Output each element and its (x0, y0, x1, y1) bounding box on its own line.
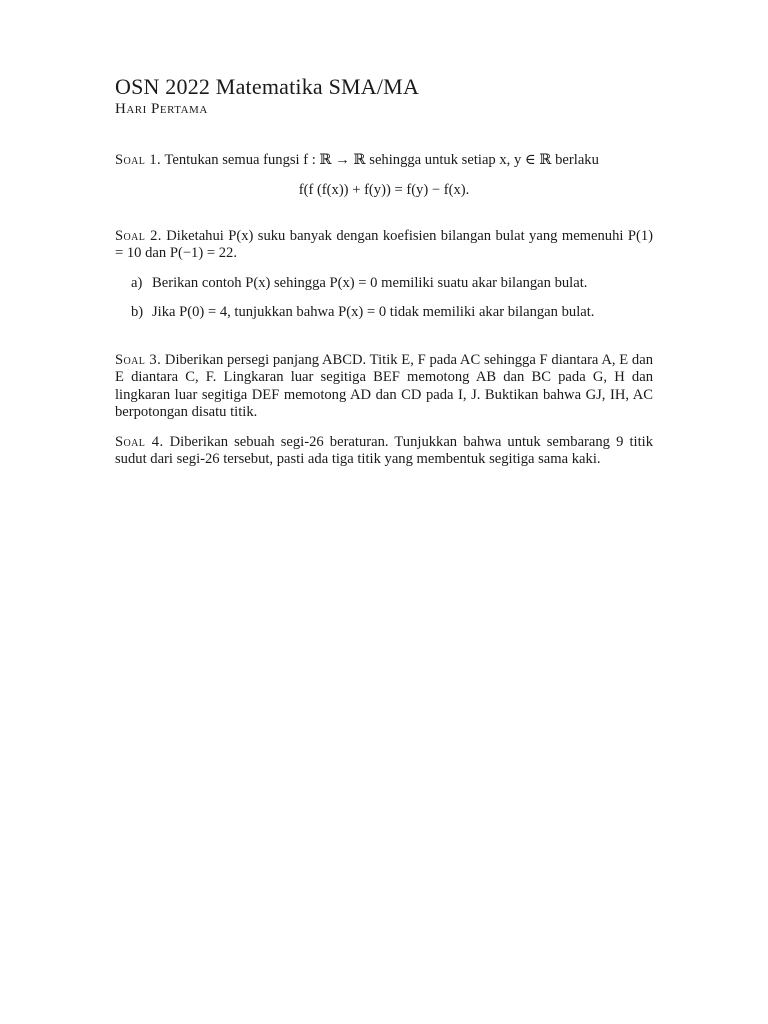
problem-2-subitems (115, 275, 653, 322)
list-item-marker: b) (131, 304, 144, 320)
list-item (115, 304, 653, 322)
problem-4-label: Soal 4. (115, 433, 164, 450)
problem-1-label: Soal 1. (115, 152, 162, 168)
list-item-text: Berikan contoh P(x) sehingga P(x) = 0 memiliki suatu akar bilangan bulat. (152, 274, 588, 291)
list-item (115, 275, 653, 293)
problem-1-text: Tentukan semua fungsi f : ℝ → ℝ sehingga untuk setiap x, y ∈ ℝ berlaku (164, 152, 599, 168)
problem-2 (115, 228, 653, 263)
document-subtitle: Hari Pertama (115, 101, 208, 117)
problem-1-equation: f(f (f(x)) + f(y)) = f(y) − f(x). (298, 181, 470, 198)
problem-2-label: Soal 2. (115, 227, 162, 244)
problem-4 (115, 434, 653, 469)
problem-3-text: Diberikan persegi panjang ABCD. Titik E, F pada AC sehingga F diantara A, E dan E diantara C, F. Lingkaran luar segitiga BEF memotong AB dan BC pada G, H dan lingkaran luar segitiga DEF memotong AD dan CD pada I, J. Buktikan bahwa GJ, IH, AC berpotongan disatu titik. (115, 351, 653, 420)
document-title: OSN 2022 Matematika SMA/MA (115, 74, 420, 99)
list-item-text: Jika P(0) = 4, tunjukkan bahwa P(x) = 0 tidak memiliki akar bilangan bulat. (152, 304, 595, 320)
document-page (115, 74, 653, 469)
problem-1 (115, 152, 653, 170)
problem-2-text: Diketahui P(x) suku banyak dengan koefisien bilangan bulat yang memenuhi P(1) = 10 dan P(−1) = 22. (115, 227, 653, 261)
problem-4-text: Diberikan sebuah segi-26 beraturan. Tunjukkan bahwa untuk sembarang 9 titik sudut dari segi-26 tersebut, pasti ada tiga titik yang membentuk segitiga sama kaki. (115, 433, 653, 467)
list-item-marker: a) (131, 274, 143, 291)
problem-3-label: Soal 3. (115, 351, 162, 368)
problem-3 (115, 352, 653, 422)
